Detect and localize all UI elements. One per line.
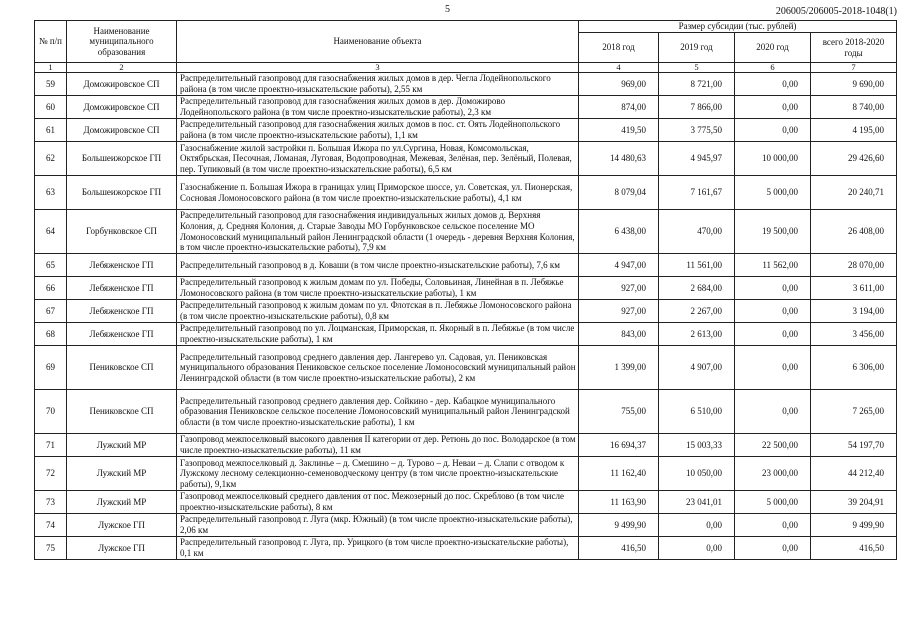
table-row	[35, 346, 897, 390]
subsidy-total: 28 070,00	[811, 254, 897, 277]
table-row	[35, 176, 897, 210]
index-cell: 6	[735, 63, 811, 73]
subsidy-2018: 4 947,00	[579, 254, 659, 277]
row-number: 64	[35, 210, 67, 254]
subsidy-2018: 8 079,04	[579, 176, 659, 210]
municipality-name: Лужское ГП	[67, 514, 177, 537]
table-row	[35, 390, 897, 434]
subsidy-2018: 755,00	[579, 390, 659, 434]
subsidy-2020: 0,00	[735, 537, 811, 560]
municipality-name: Лужский МР	[67, 434, 177, 457]
municipality-name: Лебяженское ГП	[67, 254, 177, 277]
subsidy-2019: 8 721,00	[659, 73, 735, 96]
row-number: 63	[35, 176, 67, 210]
subsidy-2018: 416,50	[579, 537, 659, 560]
subsidy-total: 3 456,00	[811, 323, 897, 346]
subsidy-2019: 6 510,00	[659, 390, 735, 434]
object-name: Распределительный газопровод для газоснабжения жилых домов в пос. ст. Оять Лодейнопольского района (в том числе проектно-изыскательские работы), 1,1 км	[177, 119, 579, 142]
object-name: Распределительный газопровод г. Луга (мкр. Южный) (в том числе проектно-изыскательские работы), 2,06 км	[177, 514, 579, 537]
table-body	[35, 73, 897, 560]
table-row	[35, 119, 897, 142]
municipality-name: Лужское ГП	[67, 537, 177, 560]
subsidy-2019: 15 003,33	[659, 434, 735, 457]
subsidy-2019: 4 907,00	[659, 346, 735, 390]
municipality-name: Горбунковское СП	[67, 210, 177, 254]
row-number: 59	[35, 73, 67, 96]
index-cell: 2	[67, 63, 177, 73]
subsidy-2018: 969,00	[579, 73, 659, 96]
page-number: 5	[445, 4, 450, 15]
subsidy-total: 9 690,00	[811, 73, 897, 96]
municipality-name: Лебяженское ГП	[67, 323, 177, 346]
subsidy-2019: 4 945,97	[659, 142, 735, 176]
object-name: Газопровод межпоселковый д. Заклинье – д. Смешино – д. Турово – д. Неваи – д. Слапи с отводом к Лужскому лесному селекционно-семеноводческому центру (в том числе проектно-изыскательские работы), 9,1км	[177, 457, 579, 491]
table-row	[35, 142, 897, 176]
table-row	[35, 73, 897, 96]
municipality-name: Лебяженское ГП	[67, 277, 177, 300]
subsidy-2019: 7 161,67	[659, 176, 735, 210]
object-name: Распределительный газопровод по ул. Лоцманская, Приморская, п. Якорный в п. Лебяжье (в том числе проектно-изыскательские работы), 1 км	[177, 323, 579, 346]
object-name: Распределительный газопровод к жилым домам по ул. Победы, Соловьиная, Линейная в п. Лебяжье Ломоносовского района (в том числе проектно-изыскательские работы), 1 км	[177, 277, 579, 300]
table-row	[35, 537, 897, 560]
index-cell: 7	[811, 63, 897, 73]
subsidy-2020: 23 000,00	[735, 457, 811, 491]
row-number: 72	[35, 457, 67, 491]
object-name: Распределительный газопровод для газоснабжения индивидуальных жилых домов д. Верхняя Колония, д. Средняя Колония, д. Старые Заводы МО Горбунковское сельское поселение МО Ломоносовский муниципальный район Ленинградской области (1 очередь - деревня Верхняя Колония, в том числе проектно-изыскательские работы), 7,9 км	[177, 210, 579, 254]
object-name: Газоснабжение п. Большая Ижора в границах улиц Приморское шоссе, ул. Советская, ул. Пионерская, Сосновая Ломоносовского района (в том числе проектно-изыскательские работы), 4,1 км	[177, 176, 579, 210]
row-number: 69	[35, 346, 67, 390]
municipality-name: Лужский МР	[67, 491, 177, 514]
subsidy-total: 9 499,90	[811, 514, 897, 537]
subsidy-2019: 11 561,00	[659, 254, 735, 277]
row-number: 62	[35, 142, 67, 176]
municipality-name: Доможировское СП	[67, 73, 177, 96]
row-number: 60	[35, 96, 67, 119]
subsidy-2020: 0,00	[735, 277, 811, 300]
object-name: Газопровод межпоселковый среднего давления от пос. Межозерный до пос. Скреблово (в том числе проектно-изыскательские работы), 8 км	[177, 491, 579, 514]
table-row	[35, 277, 897, 300]
subsidy-total: 39 204,91	[811, 491, 897, 514]
municipality-name: Доможировское СП	[67, 119, 177, 142]
subsidy-2019: 470,00	[659, 210, 735, 254]
municipality-name: Доможировское СП	[67, 96, 177, 119]
subsidy-2020: 10 000,00	[735, 142, 811, 176]
subsidy-2018: 1 399,00	[579, 346, 659, 390]
subsidy-2020: 0,00	[735, 323, 811, 346]
subsidy-2019: 2 267,00	[659, 300, 735, 323]
subsidy-total: 7 265,00	[811, 390, 897, 434]
subsidy-2019: 3 775,50	[659, 119, 735, 142]
subsidy-total: 6 306,00	[811, 346, 897, 390]
row-number: 71	[35, 434, 67, 457]
subsidy-2018: 16 694,37	[579, 434, 659, 457]
subsidy-2018: 843,00	[579, 323, 659, 346]
row-number: 61	[35, 119, 67, 142]
object-name: Распределительный газопровод к жилым домам по ул. Флотская в п. Лебяжье Ломоносовского района (в том числе проектно-изыскательские работы), 0,8 км	[177, 300, 579, 323]
subsidy-2019: 23 041,01	[659, 491, 735, 514]
subsidy-total: 44 212,40	[811, 457, 897, 491]
table-row	[35, 96, 897, 119]
object-name: Газопровод межпоселковый высокого давления II категории от дер. Ретюнь до пос. Володарское (в том числе проектно-изыскательские работы), 11 км	[177, 434, 579, 457]
subsidy-2018: 11 162,40	[579, 457, 659, 491]
subsidy-2018: 14 480,63	[579, 142, 659, 176]
row-number: 75	[35, 537, 67, 560]
header-2020: 2020 год	[735, 33, 811, 63]
subsidy-2019: 0,00	[659, 514, 735, 537]
header-municipality: Наименование муниципального образования	[67, 21, 177, 63]
municipality-name: Лебяженское ГП	[67, 300, 177, 323]
subsidy-total: 26 408,00	[811, 210, 897, 254]
subsidy-total: 416,50	[811, 537, 897, 560]
row-number: 68	[35, 323, 67, 346]
subsidy-2020: 0,00	[735, 96, 811, 119]
table-row	[35, 491, 897, 514]
subsidy-total: 20 240,71	[811, 176, 897, 210]
subsidy-total: 54 197,70	[811, 434, 897, 457]
subsidy-2020: 0,00	[735, 119, 811, 142]
header-subsidy-group: Размер субсидии (тыс. рублей)	[579, 21, 897, 33]
row-number: 73	[35, 491, 67, 514]
table-row	[35, 434, 897, 457]
object-name: Распределительный газопровод г. Луга, пр. Урицкого (в том числе проектно-изыскательские работы), 0,1 км	[177, 537, 579, 560]
subsidy-2018: 11 163,90	[579, 491, 659, 514]
object-name: Распределительный газопровод для газоснабжения жилых домов в дер. Чегла Лодейнопольского района (в том числе проектно-изыскательские работы), 2,55 км	[177, 73, 579, 96]
subsidy-2018: 419,50	[579, 119, 659, 142]
subsidy-2018: 9 499,90	[579, 514, 659, 537]
subsidy-2020: 11 562,00	[735, 254, 811, 277]
index-cell: 5	[659, 63, 735, 73]
subsidy-2020: 5 000,00	[735, 176, 811, 210]
subsidy-2019: 7 866,00	[659, 96, 735, 119]
column-index-row	[35, 63, 897, 73]
subsidy-2020: 0,00	[735, 390, 811, 434]
row-number: 74	[35, 514, 67, 537]
subsidy-2018: 874,00	[579, 96, 659, 119]
object-name: Распределительный газопровод среднего давления дер. Сойкино - дер. Кабацкое муниципального образования Пениковское сельское поселение Ломоносовский муниципальный район Ленинградской области (в том числе проектно-изыскательские работы), 1 км	[177, 390, 579, 434]
subsidy-2019: 0,00	[659, 537, 735, 560]
subsidy-2020: 22 500,00	[735, 434, 811, 457]
object-name: Распределительный газопровод в д. Коваши (в том числе проектно-изыскательские работы), 7,6 км	[177, 254, 579, 277]
object-name: Распределительный газопровод для газоснабжения жилых домов в дер. Доможирово Лодейнопольского района (в том числе проектно-изыскательские работы), 2,3 км	[177, 96, 579, 119]
municipality-name: Пениковское СП	[67, 390, 177, 434]
subsidy-2020: 0,00	[735, 346, 811, 390]
municipality-name: Пениковское СП	[67, 346, 177, 390]
header-total: всего 2018-2020 годы	[811, 33, 897, 63]
table-row	[35, 300, 897, 323]
subsidy-total: 3 611,00	[811, 277, 897, 300]
subsidy-total: 29 426,60	[811, 142, 897, 176]
subsidy-2019: 2 613,00	[659, 323, 735, 346]
municipality-name: Большеижорское ГП	[67, 176, 177, 210]
header-num: № п/п	[35, 21, 67, 63]
subsidy-2018: 6 438,00	[579, 210, 659, 254]
header-object: Наименование объекта	[177, 21, 579, 63]
subsidy-table	[34, 20, 897, 560]
table-row	[35, 210, 897, 254]
row-number: 66	[35, 277, 67, 300]
subsidy-2020: 0,00	[735, 300, 811, 323]
row-number: 65	[35, 254, 67, 277]
subsidy-total: 3 194,00	[811, 300, 897, 323]
subsidy-total: 8 740,00	[811, 96, 897, 119]
row-number: 67	[35, 300, 67, 323]
subsidy-total: 4 195,00	[811, 119, 897, 142]
header-2018: 2018 год	[579, 33, 659, 63]
subsidy-2020: 5 000,00	[735, 491, 811, 514]
subsidy-2020: 19 500,00	[735, 210, 811, 254]
subsidy-2020: 0,00	[735, 514, 811, 537]
municipality-name: Большеижорское ГП	[67, 142, 177, 176]
subsidy-2018: 927,00	[579, 300, 659, 323]
table-row	[35, 323, 897, 346]
subsidy-2019: 2 684,00	[659, 277, 735, 300]
header-2019: 2019 год	[659, 33, 735, 63]
subsidy-2019: 10 050,00	[659, 457, 735, 491]
object-name: Распределительный газопровод среднего давления дер. Лангерево ул. Садовая, ул. Пениковская муниципального образования Пениковское сельское поселение Ломоносовский муниципальный район Ленинградской области (в том числе проектно-изыскательские работы), 2 км	[177, 346, 579, 390]
row-number: 70	[35, 390, 67, 434]
table-row	[35, 457, 897, 491]
municipality-name: Лужский МР	[67, 457, 177, 491]
table-row	[35, 514, 897, 537]
subsidy-2020: 0,00	[735, 73, 811, 96]
object-name: Газоснабжение жилой застройки п. Большая Ижора по ул.Сургина, Новая, Комсомольская, Октябрьская, Песочная, Ломаная, Луговая, Водопроводная, Межевая, Зелёная, пер. Зелёный, Полевая, пер. Тупиковый (в том числе проектно-изыскательские работы), 6,5 км	[177, 142, 579, 176]
index-cell: 1	[35, 63, 67, 73]
index-cell: 4	[579, 63, 659, 73]
index-cell: 3	[177, 63, 579, 73]
subsidy-2018: 927,00	[579, 277, 659, 300]
document-id: 206005/206005-2018-1048(1)	[775, 6, 897, 17]
table-row	[35, 254, 897, 277]
